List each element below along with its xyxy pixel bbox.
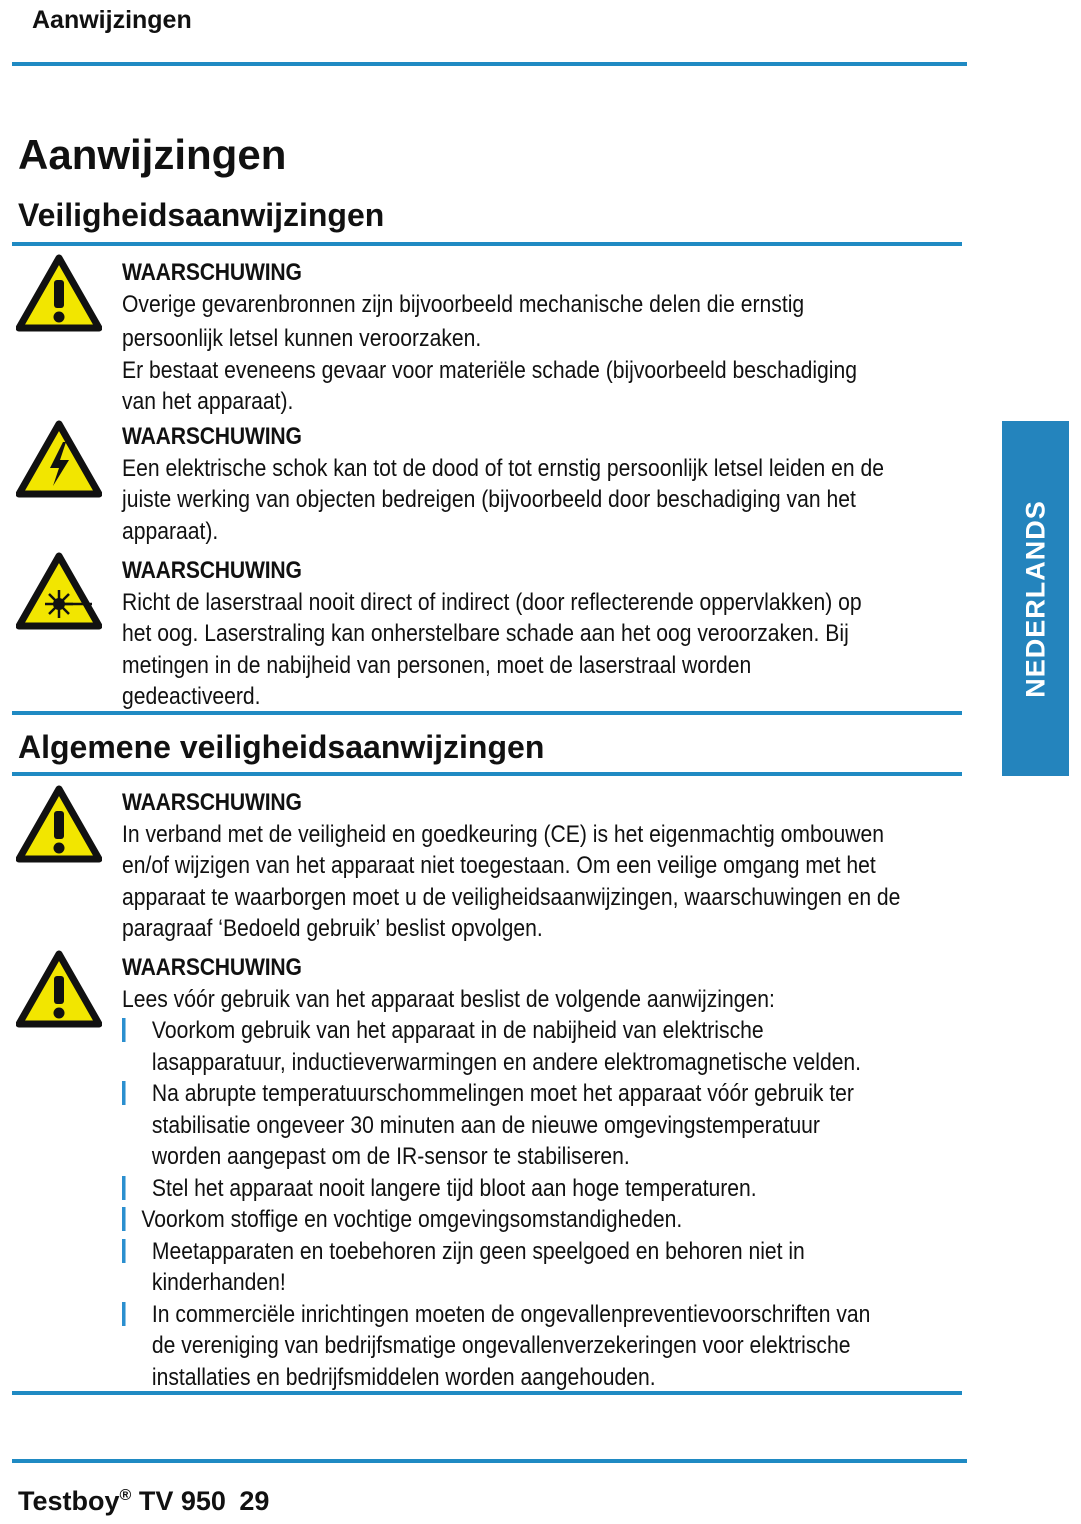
exclamation-warning-icon xyxy=(16,785,102,863)
bullet-bar-icon xyxy=(122,1081,126,1105)
exclamation-warning-icon xyxy=(16,254,102,332)
exclamation-warning-icon xyxy=(16,950,102,1028)
laser-warning-icon xyxy=(16,552,102,630)
section-rule-bottom xyxy=(12,711,962,715)
safety-bullet-list xyxy=(122,1015,949,1393)
warning-intro: Lees vóór gebruik van het apparaat beslist de volgende aanwijzingen: xyxy=(122,985,775,1013)
bullet-bar-icon xyxy=(122,1018,126,1042)
warning-block xyxy=(122,257,952,418)
list-item: In commerciële inrichtingen moeten de ongevallenpreventievoorschriften van de vereniging van bedrijfsmatige ongevallenverzekeringen voor elektrische installaties en bedrijfsmiddelen worden aangehouden. xyxy=(122,1299,949,1394)
warning-title: WAARSCHUWING xyxy=(122,954,302,981)
warning-text: Richt de laserstraal nooit direct of indirect (door reflecterende oppervlakken) op het oog. Laserstraling kan onherstelbare schade aan het oog veroorzaken. Bij metingen in de nabijheid van personen, moet de laserstraal worden gedeactiveerd. xyxy=(122,588,862,710)
warning-title: WAARSCHUWING xyxy=(122,423,302,450)
list-item: Meetapparaten en toebehoren zijn geen speelgoed en behoren niet in kinderhanden! xyxy=(122,1236,949,1299)
electric-shock-warning-icon xyxy=(16,420,102,498)
footer-model: TV 950 xyxy=(138,1486,226,1516)
registered-mark: ® xyxy=(119,1487,132,1504)
list-item: Na abrupte temperatuurschommelingen moet het apparaat vóór gebruik ter stabilisatie ongeveer 30 minuten aan de nieuwe omgevingstemperatuur worden aangepast om de IR-sensor te stabiliseren. xyxy=(122,1078,949,1173)
warning-text: Een elektrische schok kan tot de dood of tot ernstig persoonlijk letsel leiden en de juiste werking van objecten bedreigen (bijvoorbeeld door beschadiging van het apparaat). xyxy=(122,454,884,545)
warning-block xyxy=(122,421,952,547)
language-tab xyxy=(1002,421,1069,776)
language-tab-label: NEDERLANDS xyxy=(1020,499,1050,698)
section-heading-safety: Veiligheidsaanwijzingen xyxy=(18,197,385,233)
section-heading-general-safety: Algemene veiligheidsaanwijzingen xyxy=(18,729,545,765)
footer xyxy=(18,1486,269,1517)
warning-title: WAARSCHUWING xyxy=(122,259,302,286)
page-title: Aanwijzingen xyxy=(18,131,287,178)
section-rule-bottom xyxy=(12,1391,962,1395)
list-item: Stel het apparaat nooit langere tijd bloot aan hoge temperaturen. xyxy=(122,1173,949,1205)
page-number: 29 xyxy=(239,1486,270,1516)
warning-text: In verband met de veiligheid en goedkeuring (CE) is het eigenmachtig ombouwen en/of wijzigen van het apparaat niet toegestaan. Om een veilige omgang met het apparaat te waarborgen moet u de veiligheidsaanwijzingen, waarschuwingen en de paragraaf ‘Bedoeld gebruik’ beslist opvolgen. xyxy=(122,820,901,942)
warning-block xyxy=(122,787,952,945)
warning-block xyxy=(122,952,952,1393)
warning-text: Overige gevarenbronnen zijn bijvoorbeeld mechanische delen die ernstig persoonlijk letsel kunnen veroorzaken. Er bestaat eveneens gevaar voor materiële schade (bijvoorbeeld beschadiging van het apparaat). xyxy=(122,290,857,415)
list-item: Voorkom stoffige en vochtige omgevingsomstandigheden. xyxy=(122,1204,949,1236)
bullet-bar-icon xyxy=(122,1207,126,1231)
footer-rule xyxy=(12,1459,967,1463)
warning-title: WAARSCHUWING xyxy=(122,557,302,584)
bullet-bar-icon xyxy=(122,1302,126,1326)
warning-block xyxy=(122,555,952,713)
section-rule-top xyxy=(12,772,962,776)
footer-brand: Testboy xyxy=(18,1486,120,1516)
header-rule xyxy=(12,62,967,66)
running-head: Aanwijzingen xyxy=(32,6,192,34)
list-item: Voorkom gebruik van het apparaat in de nabijheid van elektrische lasapparatuur, inductieverwarmingen en andere elektromagnetische velden. xyxy=(122,1015,949,1078)
section-rule-top xyxy=(12,242,962,246)
bullet-bar-icon xyxy=(122,1239,126,1263)
bullet-bar-icon xyxy=(122,1176,126,1200)
warning-title: WAARSCHUWING xyxy=(122,789,302,816)
warning-text xyxy=(122,984,949,1394)
